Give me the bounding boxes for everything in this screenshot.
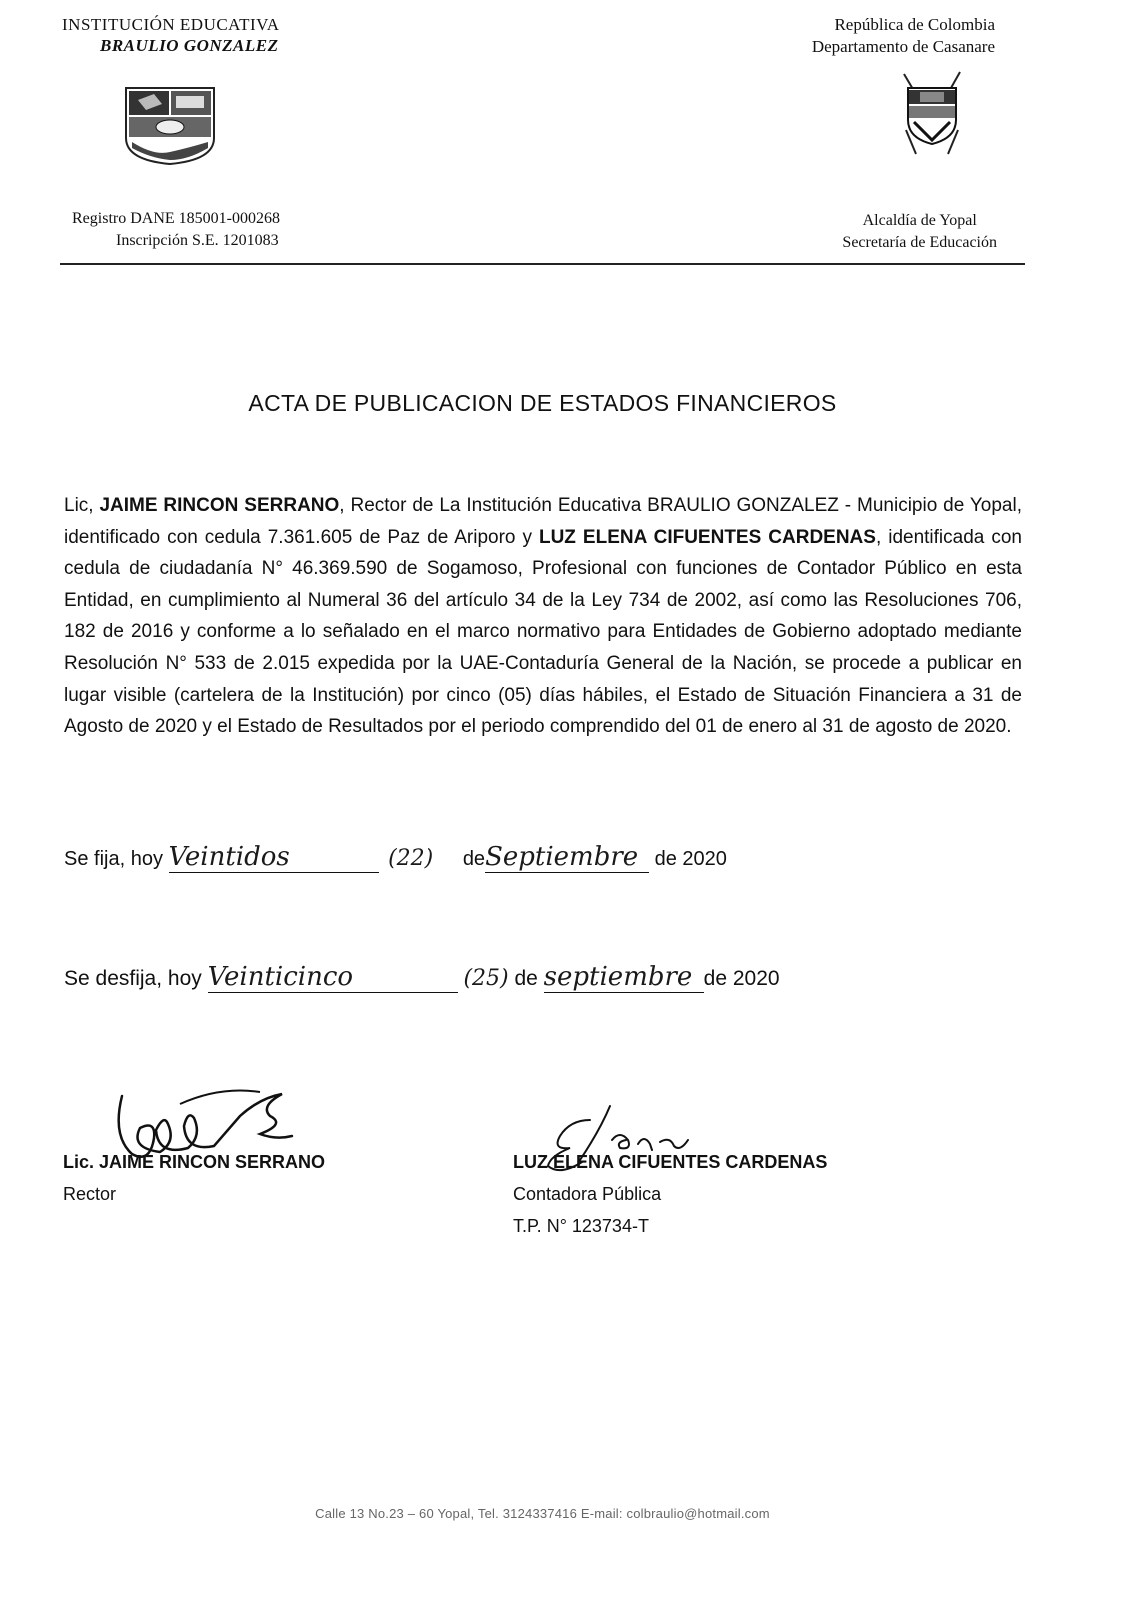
government-header — [812, 14, 995, 58]
fija-label: Se fija, hoy — [64, 848, 163, 870]
rector-signature-block — [63, 1146, 325, 1210]
school-name: BRAULIO GONZALEZ — [100, 36, 279, 55]
document-title: ACTA DE PUBLICACION DE ESTADOS FINANCIEROS — [248, 390, 837, 416]
contadora-tp: T.P. N° 123734-T — [513, 1216, 649, 1236]
desfija-year: de 2020 — [703, 967, 780, 990]
desfija-month: septiembre — [544, 962, 704, 993]
fija-day-words: Veintidos — [169, 842, 379, 873]
registro-dane: Registro DANE 185001-000268 — [72, 210, 280, 227]
desfija-day-words: Veinticinco — [208, 962, 458, 993]
desfija-de: de — [514, 967, 538, 990]
desfija-label: Se desfija, hoy — [64, 967, 202, 990]
inscripcion: Inscripción S.E. 1201083 — [116, 232, 279, 249]
body-text-3: , identificada con cedula de ciudadanía N° 46.369.590 de Sogamoso, Profesional con funciones de Contador Público en esta Entidad, en cumplimiento al Numeral 36 del artículo 34 de la Ley 734 de 2002, así como las Resoluciones 706, 182 de 2016 y conforme a lo señalado en el marco normativo para Entidades de Gobierno adoptado mediante Resolución N° 533 de 2.015 expedida por la UAE-Contaduría General de la Nación, se procede a publicar en lugar visible (cartelera de la Institución) por cinco (05) días hábiles, el Estado de Situación Financiera a 31 de Agosto de 2020 y el Estado de Resultados por el periodo comprendido del 01 de enero al 31 de agosto de 2020. — [64, 526, 1022, 738]
registry-info — [72, 208, 280, 252]
contadora-signature-block — [513, 1146, 827, 1242]
body-paragraph — [64, 490, 1022, 743]
department-crest-icon — [900, 68, 964, 160]
body-text-2: , Rector de La Institución Educativa BRAULIO GONZALEZ - Municipio de Yopal, identificado con cedula 7.361.605 de Paz de Ariporo y — [64, 495, 1022, 548]
alcaldia: Alcaldía de Yopal — [862, 212, 977, 229]
fija-day-number: (22) — [388, 846, 434, 871]
footer-contact: Calle 13 No.23 – 60 Yopal, Tel. 3124337416 E-mail: colbraulio@hotmail.com — [315, 1506, 770, 1521]
department-name: Departamento de Casanare — [811, 37, 995, 56]
fija-line — [64, 842, 727, 873]
desfija-day-number: (25) — [463, 966, 509, 991]
desfija-line — [64, 962, 780, 993]
institution-header — [62, 14, 279, 56]
body-text-1: Lic, — [64, 495, 100, 516]
rector-name: JAIME RINCON SERRANO — [99, 495, 340, 516]
institution-name: INSTITUCIÓN EDUCATIVA — [62, 15, 280, 34]
fija-de: de — [462, 848, 486, 870]
header-divider — [60, 263, 1025, 265]
country-name: República de Colombia — [834, 15, 995, 34]
municipality-info — [842, 210, 997, 254]
contadora-signature-name: LUZ ELENA CIFUENTES CARDENAS — [513, 1152, 828, 1172]
contadora-signature-role: Contadora Pública — [513, 1184, 662, 1204]
secretaria: Secretaría de Educación — [842, 234, 997, 251]
school-crest-icon — [124, 86, 216, 166]
rector-signature-role: Rector — [63, 1184, 117, 1204]
rector-signature-name: Lic. JAIME RINCON SERRANO — [63, 1152, 326, 1172]
fija-month: Septiembre — [485, 842, 649, 873]
contadora-name: LUZ ELENA CIFUENTES CARDENAS — [538, 526, 876, 548]
fija-year: de 2020 — [654, 848, 727, 870]
